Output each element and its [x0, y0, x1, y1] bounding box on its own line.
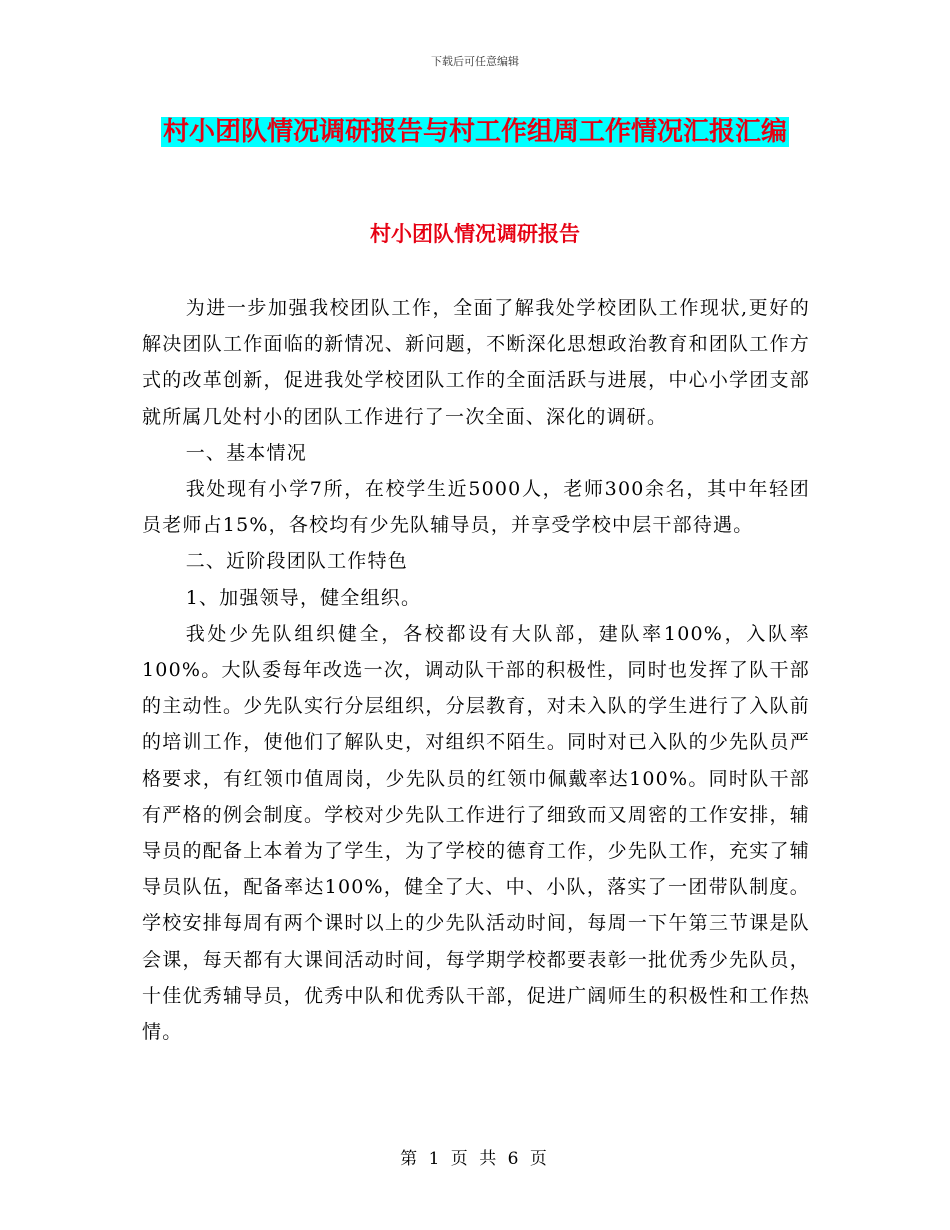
page-number: 第 1 页 共 6 页 [400, 1149, 550, 1169]
document-title-text: 村小团队情况调研报告与村工作组周工作情况汇报汇编 [162, 117, 787, 147]
paragraph-heading: 一、基本情况 [185, 441, 307, 464]
document-title [145, 110, 805, 154]
section-title: 村小团队情况调研报告 [370, 222, 580, 246]
paragraph: 我处现有小学7所，在校学生近5000人，老师300余名，其中年轻团员老师占15%，各校均有少先队辅导员，并享受学校中层干部待遇。 [142, 478, 810, 537]
paragraph-subheading: 1、加强领导，健全组织。 [185, 586, 422, 609]
header-note: 下载后可任意编辑 [431, 55, 519, 68]
paragraph-heading: 二、近阶段团队工作特色 [185, 550, 408, 573]
paragraph: 我处少先队组织健全，各校都设有大队部，建队率100%，入队率100%。大队委每年改选一次，调动队干部的积极性，同时也发挥了队干部的主动性。少先队实行分层组织，分层教育，对未入队的学生进行了入队前的培训工作，使他们了解队史，对组织不陌生。同时对已入队的少先队员严格要求，有红领巾值周岗，少先队员的红领巾佩戴率达100%。同时队干部有严格的例会制度。学校对少先队工作进行了细致而又周密的工作安排，辅导员的配备上本着为了学生，为了学校的德育工作，少先队工作，充实了辅导员队伍，配备率达100%，健全了大、中、小队，落实了一团带队制度。学校安排每周有两个课时以上的少先队活动时间，每周一下午第三节课是队会课，每天都有大课间活动时间，每学期学校都要表彰一批优秀少先队员，十佳优秀辅导员，优秀中队和优秀队干部，促进广阔师生的积极性和工作热情。 [142, 622, 810, 1044]
paragraph: 为进一步加强我校团队工作，全面了解我处学校团队工作现状,更好的解决团队工作面临的新情况、新问题，不断深化思想政治教育和团队工作方式的改革创新，促进我处学校团队工作的全面活跃与进展，中心小学团支部就所属几处村小的团队工作进行了一次全面、深化的调研。 [142, 297, 810, 428]
document-body [142, 290, 810, 1050]
